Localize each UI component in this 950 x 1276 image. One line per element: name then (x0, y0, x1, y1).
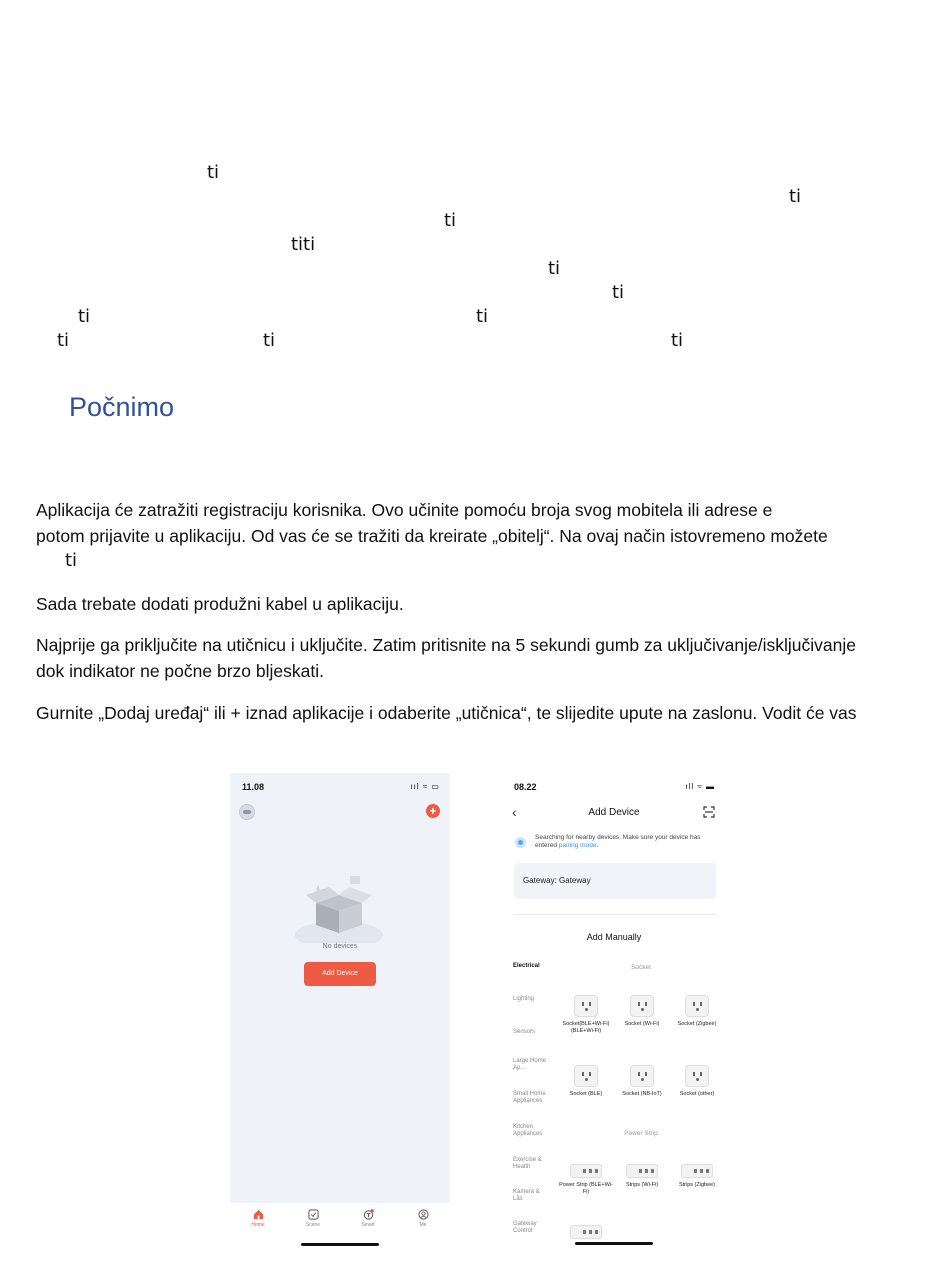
paragraph-add-device: Gurnite „Dodaj uređaj“ ili + iznad aplikacije i odaberite „utičnica“, te slijedite upute na zaslonu. Vodit će vas (36, 703, 857, 723)
text-fragment: ti (444, 210, 457, 231)
paragraph-add-cable: Sada trebate dodati produžni kabel u aplikaciju. (36, 594, 404, 614)
device-label: Socket (Wi-Fi) (624, 1021, 660, 1027)
device-label: Socket(BLE+Wi-Fi) (BLE+Wi-Fi) (562, 1021, 610, 1034)
home-indicator (301, 1243, 379, 1246)
user-icon (418, 1209, 429, 1220)
category-electrical[interactable]: Electrical (513, 963, 540, 969)
socket-icon (685, 995, 709, 1017)
text-fragment: ti (78, 306, 91, 327)
paragraph-registration-line2: potom prijavite u aplikaciju. Od vas će se tražiti da kreirate „obitelj“. Na ovaj način istovremeno možete (36, 526, 828, 546)
status-icons: ıll ≈ ▬ (685, 782, 715, 791)
device-label: Socket (NB-IoT) (622, 1091, 662, 1097)
device-label: Socket (Zigbee) (677, 1021, 717, 1027)
gateway-card[interactable]: Gateway: Gateway (514, 863, 716, 899)
paragraph-pairing-line1: Najprije ga priključite na utičnicu i uključite. Zatim pritisnite na 5 sekundi gumb za uključivanje/isključivanje (36, 635, 856, 655)
device-strips-wifi[interactable] (614, 1160, 670, 1189)
device-strips-zigbee[interactable] (669, 1160, 721, 1189)
section-power-strip: Power Strip (624, 1130, 658, 1137)
section-heading: Počnimo (69, 392, 175, 422)
category-kitchen-appliances[interactable]: Kitchen Appliances (513, 1124, 543, 1137)
tab-label: Smart (361, 1222, 375, 1228)
device-socket-ble-wifi[interactable] (558, 995, 614, 1035)
device-label: Power Strip (BLE+Wi-Fi) (559, 1182, 613, 1195)
paragraph-registration-line1: Aplikacija će zatražiti registraciju korisnika. Ovo učinite pomoću broja svog mobitela ili adrese e (36, 500, 773, 520)
empty-box-icon (294, 873, 384, 943)
power-strip-icon (570, 1225, 602, 1239)
category-small-home-appliances[interactable]: Small Home Appliances (513, 1091, 546, 1104)
add-manually-heading: Add Manually (586, 932, 642, 942)
device-socket-nb-iot[interactable] (614, 1065, 670, 1098)
text-fragment: titi (291, 234, 316, 255)
text-fragment: ti (65, 550, 78, 571)
text-fragment: ti (207, 162, 220, 183)
device-label: Socket (BLE) (569, 1091, 603, 1097)
device-socket-ble[interactable] (558, 1065, 614, 1098)
divider (514, 914, 716, 915)
tab-bar (230, 1203, 450, 1251)
text-fragment: ti (612, 282, 625, 303)
section-socket: Socket (631, 964, 651, 971)
category-lighting[interactable]: Lighting (513, 996, 535, 1002)
power-strip-icon (570, 1164, 602, 1178)
device-label: Strips (Wi-Fi) (625, 1182, 659, 1188)
socket-icon (630, 995, 654, 1017)
home-indicator (575, 1242, 653, 1245)
device-socket-wifi[interactable] (614, 995, 670, 1028)
screenshot-add-device (507, 773, 721, 1251)
searching-message (535, 834, 715, 850)
checkbox-icon (308, 1209, 319, 1220)
scan-icon[interactable] (703, 806, 715, 818)
screenshot-home (230, 773, 450, 1251)
power-strip-icon (681, 1164, 713, 1178)
tab-smart[interactable] (348, 1209, 388, 1228)
socket-icon (685, 1065, 709, 1087)
category-large-home-appliances[interactable]: Large Home Ap... (513, 1058, 547, 1071)
text-fragment: ti (789, 186, 802, 207)
paragraph-pairing-line2: dok indikator ne počne brzo bljeskati. (36, 661, 324, 681)
text-fragment: ti (671, 330, 684, 351)
searching-text-end: . (596, 842, 599, 849)
power-strip-icon (626, 1164, 658, 1178)
text-fragment: ti (476, 306, 489, 327)
tab-label: Scene (305, 1222, 321, 1228)
device-gateway-partial[interactable] (558, 1221, 614, 1243)
status-time: 11.08 (242, 782, 265, 792)
text-fragment: ti (57, 330, 70, 351)
tab-label: Me (419, 1222, 427, 1228)
page-title: Add Device (588, 807, 640, 818)
category-sensors[interactable]: Sensors (513, 1029, 536, 1035)
text-fragment: ti (548, 258, 561, 279)
text-fragment: ti (263, 330, 276, 351)
empty-state-text: No devices (322, 943, 358, 950)
tab-me[interactable] (403, 1209, 443, 1228)
tab-home[interactable] (238, 1209, 278, 1228)
tab-label: Home (251, 1222, 265, 1228)
searching-text: Searching for nearby devices. Make sure your device has entered (535, 834, 701, 849)
device-socket-other[interactable] (669, 1065, 721, 1098)
tab-scene[interactable] (293, 1209, 333, 1228)
add-device-button[interactable]: Add Device (304, 962, 376, 986)
add-icon[interactable]: + (426, 804, 440, 818)
home-icon (253, 1209, 264, 1220)
searching-icon (515, 837, 526, 848)
socket-icon (574, 995, 598, 1017)
socket-icon (574, 1065, 598, 1087)
back-icon[interactable]: ‹ (512, 804, 517, 820)
smart-icon (363, 1209, 374, 1220)
category-exercise-health[interactable]: Exercise & Health (513, 1157, 542, 1170)
category-camera-lock[interactable]: Kamera & Lås (513, 1189, 540, 1202)
pairing-mode-link[interactable]: pairing mode (558, 842, 597, 849)
device-power-strip-ble-wifi[interactable] (558, 1160, 614, 1196)
avatar[interactable] (239, 804, 255, 820)
device-socket-zigbee[interactable] (669, 995, 721, 1028)
device-label: Socket (other) (679, 1091, 715, 1097)
socket-icon (630, 1065, 654, 1087)
status-time: 08.22 (514, 782, 537, 792)
category-gateway-control[interactable]: Gateway Control (513, 1221, 537, 1234)
device-label: Strips (Zigbee) (678, 1182, 716, 1188)
status-icons: ııl ≈ ▭ (410, 782, 440, 791)
